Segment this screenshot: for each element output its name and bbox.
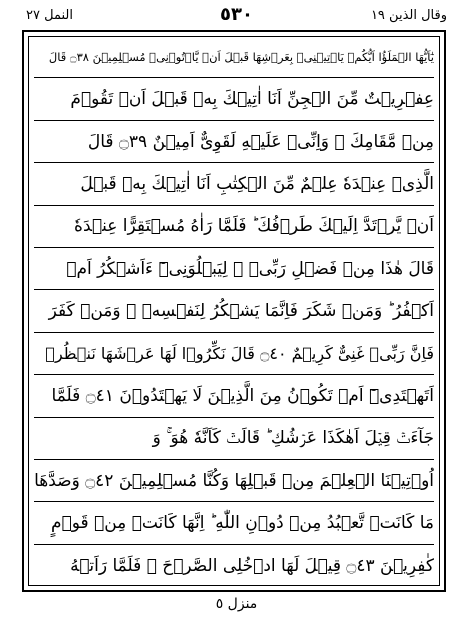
text-line bbox=[34, 163, 434, 205]
text-line bbox=[34, 375, 434, 417]
page-frame bbox=[22, 30, 446, 592]
text-line bbox=[34, 206, 434, 248]
text-lines bbox=[34, 36, 434, 586]
line-text: قَالَ هٰذَا مِنۡ فَضۡلِ رَبِّىۡ ۖ لِيَبۡلُوَنِىۡٓ ءَاَشۡكُرُ اَمۡ bbox=[66, 258, 434, 279]
line-text: اَكۡفُرُ ؕ وَمَنۡ شَكَرَ فَاِنَّمَا يَشۡكُرُ لِنَفۡسِهٖ ۚ وَمَنۡ كَفَرَ bbox=[48, 301, 434, 322]
text-line bbox=[34, 290, 434, 332]
text-line bbox=[34, 78, 434, 120]
line-text: اَنۡ يَّرۡتَدَّ اِلَيۡكَ طَرۡفُكَ ؕ فَلَمَّا رَاٰهُ مُسۡتَقِرًّا عِنۡدَهٗ bbox=[74, 216, 434, 237]
line-text: عِفۡرِيۡتٌ مِّنَ الۡجِنِّ اَنَا اٰتِيۡكَ بِهٖ قَبۡلَ اَنۡ تَقُوۡمَ bbox=[70, 89, 434, 110]
line-text: مِنۡ مَّقَامِكَ ۚ وَاِنِّىۡ عَلَيۡهِ لَقَوِىٌّ اَمِيۡنٌ ۝٣٩ قَالَ bbox=[87, 131, 434, 152]
line-text: جَآءَتۡ قِيۡلَ اَهٰكَذَا عَرۡشُكِ ؕ قَالَتۡ كَاَنَّهٗ هُوَ ۚ وَ bbox=[152, 428, 434, 449]
text-line bbox=[34, 121, 434, 163]
line-text: يٰٓاَيُّهَا الۡمَلَؤُا اَيُّكُمۡ يَاۡتِيۡنِىۡ بِعَرۡشِهَا قَبۡلَ اَنۡ يَّاۡتُوۡنِىۡ مُسۡلِمِيۡنَ ۝٣٨ قَالَ bbox=[48, 49, 434, 64]
text-line bbox=[34, 502, 434, 544]
juz-name: وقال الذين ١٩ bbox=[370, 8, 447, 23]
text-line bbox=[34, 333, 434, 375]
line-text: كٰفِرِيۡنَ ۝٤٣ قِيۡلَ لَهَا ادۡخُلِى الصَّرۡحَ ۚ فَلَمَّا رَاَتۡهُ bbox=[70, 555, 434, 576]
text-line bbox=[34, 460, 434, 502]
line-text: مَا كَانَتۡ تَّعۡبُدُ مِنۡ دُوۡنِ اللّٰهِ ؕ اِنَّهَا كَانَتۡ مِنۡ قَوۡمٍ bbox=[50, 512, 434, 533]
line-text: اُوۡتِيۡنَا الۡعِلۡمَ مِنۡ قَبۡلِهَا وَكُنَّا مُسۡلِمِيۡنَ ۝٤٢ وَصَدَّهَا bbox=[34, 471, 434, 492]
line-text: الَّذِىۡ عِنۡدَهٗ عِلۡمٌ مِّنَ الۡكِتٰبِ اَنَا اٰتِيۡكَ بِهٖ قَبۡلَ bbox=[80, 173, 434, 194]
page-number: ٥٣٠ bbox=[220, 4, 253, 25]
text-line bbox=[34, 545, 434, 586]
page-header bbox=[0, 0, 473, 30]
surah-name: النمل ٢٧ bbox=[26, 8, 73, 23]
text-line bbox=[34, 36, 434, 78]
line-text: اَتَهۡتَدِىۡٓ اَمۡ تَكُوۡنُ مِنَ الَّذِيۡنَ لَا يَهۡتَدُوۡنَ ۝٤١ فَلَمَّا bbox=[51, 386, 434, 407]
text-line bbox=[34, 418, 434, 460]
line-text: فَاِنَّ رَبِّىۡ غَنِىٌّ كَرِيۡمٌ ۝٤٠ قَالَ نَكِّرُوۡا لَهَا عَرۡشَهَا نَنۡظُرۡ bbox=[45, 343, 434, 363]
text-line bbox=[34, 248, 434, 290]
manzil-marker: منزل ٥ bbox=[215, 596, 258, 612]
